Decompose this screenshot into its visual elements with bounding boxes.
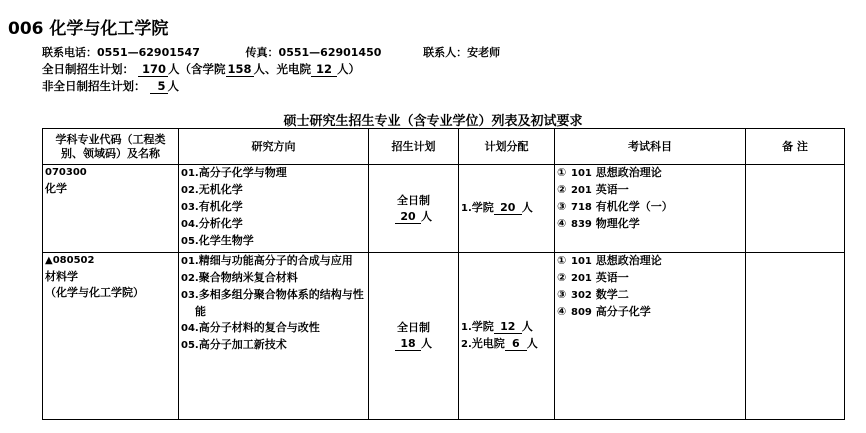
direction-text: 有机化学 xyxy=(198,200,243,213)
plan-count: 20 xyxy=(395,210,421,224)
contact-info xyxy=(42,44,500,60)
direction-num: 01. xyxy=(181,168,199,179)
notes-cell xyxy=(746,165,845,253)
fax-label: 传真： xyxy=(245,46,279,59)
direction-cell xyxy=(179,253,369,420)
subject-mark: ③ xyxy=(557,200,567,213)
table-title: 硕士研究生招生专业（含专业学位）列表及初试要求 xyxy=(283,114,583,129)
major-code: ▲080502 xyxy=(45,255,95,266)
fulltime-plan xyxy=(42,61,360,77)
fulltime-end: 人） xyxy=(337,62,361,76)
subject-code: 302 xyxy=(571,290,592,301)
fulltime-label: 全日制招生计划： xyxy=(42,62,134,76)
subjects-cell xyxy=(555,253,746,420)
header-notes: 备 注 xyxy=(746,129,845,165)
subject-mark: ① xyxy=(557,166,567,179)
major-cell xyxy=(43,253,179,420)
allocation-count: 20 xyxy=(494,201,522,215)
fulltime-opto: 12 xyxy=(311,63,337,77)
direction-num: 01. xyxy=(181,256,199,267)
fulltime-mid: 人（含学院 xyxy=(168,62,226,76)
allocation-name: 学院 xyxy=(471,201,494,214)
direction-text: 分析化学 xyxy=(198,217,243,230)
allocation-num: 1. xyxy=(461,203,472,214)
allocation-name: 学院 xyxy=(471,320,494,333)
direction-text: 化学生物学 xyxy=(198,234,254,247)
subject-code: 201 xyxy=(571,273,592,284)
subject-mark: ③ xyxy=(557,288,567,301)
subject-name: 英语一 xyxy=(595,271,629,284)
phone-number: 0551—62901547 xyxy=(97,46,200,59)
table-header-row xyxy=(43,129,845,165)
header-direction: 研究方向 xyxy=(179,129,369,165)
subject-mark: ④ xyxy=(557,217,567,230)
department-title: 006 化学与化工学院 xyxy=(8,19,169,39)
plan-unit: 人 xyxy=(421,209,432,223)
subjects-cell xyxy=(555,165,746,253)
subject-code: 101 xyxy=(571,168,592,179)
plan-label: 全日制 xyxy=(397,193,430,207)
subject-name: 思想政治理论 xyxy=(595,166,662,179)
direction-num: 04. xyxy=(181,219,199,230)
subject-code: 718 xyxy=(571,202,592,213)
allocation-unit: 人 xyxy=(521,201,533,214)
subject-code: 101 xyxy=(571,256,592,267)
enrollment-table xyxy=(42,128,845,420)
allocation-num: 2. xyxy=(461,339,472,350)
header-subjects: 考试科目 xyxy=(555,129,746,165)
subject-code: 809 xyxy=(571,307,592,318)
plan-unit: 人 xyxy=(421,337,432,350)
allocation-unit: 人 xyxy=(526,337,538,350)
direction-text: 精细与功能高分子的合成与应用 xyxy=(198,254,353,267)
direction-text: 聚合物纳米复合材料 xyxy=(198,271,298,284)
parttime-plan xyxy=(42,78,179,94)
subject-mark: ② xyxy=(557,183,567,196)
direction-text: 高分子材料的复合与改性 xyxy=(198,321,320,334)
parttime-total: 5 xyxy=(150,80,168,94)
fulltime-college: 158 xyxy=(227,62,252,76)
allocation-count: 6 xyxy=(505,337,527,351)
subject-name: 思想政治理论 xyxy=(595,254,662,267)
direction-num: 05. xyxy=(181,340,199,351)
subject-name: 数学二 xyxy=(595,288,629,301)
plan-cell xyxy=(369,253,459,420)
major-name: 材料学 xyxy=(45,270,78,283)
subject-mark: ① xyxy=(557,254,567,267)
plan-cell xyxy=(369,165,459,253)
parttime-label: 非全日制招生计划： xyxy=(42,79,146,93)
allocation-name: 光电院 xyxy=(471,337,505,350)
allocation-count: 12 xyxy=(494,320,522,334)
subject-name: 有机化学（一） xyxy=(595,200,673,213)
header-plan: 招生计划 xyxy=(369,129,459,165)
subject-code: 839 xyxy=(571,219,592,230)
direction-cell xyxy=(179,165,369,253)
direction-num: 05. xyxy=(181,236,199,247)
phone-label: 联系电话： xyxy=(42,46,97,59)
table-row xyxy=(43,165,845,253)
fax-number: 0551—62901450 xyxy=(278,46,382,59)
contact-person: 安老师 xyxy=(467,46,501,59)
direction-text: 多相多组分聚合物体系的结构与性能 xyxy=(195,288,364,318)
subject-name: 物理化学 xyxy=(595,217,640,230)
subject-name: 高分子化学 xyxy=(595,305,651,318)
direction-num: 02. xyxy=(181,273,199,284)
plan-count: 18 xyxy=(395,337,421,351)
header-allocation: 计划分配 xyxy=(459,129,555,165)
direction-num: 03. xyxy=(181,202,199,213)
parttime-end: 人 xyxy=(167,79,180,93)
subject-code: 201 xyxy=(571,185,592,196)
direction-num: 04. xyxy=(181,323,199,334)
direction-num: 02. xyxy=(181,185,199,196)
allocation-num: 1. xyxy=(461,322,472,333)
fulltime-total: 170 xyxy=(138,63,168,77)
direction-num: 03. xyxy=(181,290,199,301)
subject-mark: ④ xyxy=(557,305,567,318)
allocation-cell xyxy=(459,253,555,420)
direction-text: 高分子化学与物理 xyxy=(198,166,287,179)
subject-mark: ② xyxy=(557,271,567,284)
plan-label: 全日制 xyxy=(397,321,430,334)
direction-text: 无机化学 xyxy=(198,183,243,196)
major-subname: （化学与化工学院） xyxy=(45,286,144,299)
direction-text: 高分子加工新技术 xyxy=(198,338,287,351)
contact-label: 联系人： xyxy=(423,46,468,59)
major-code: 070300 xyxy=(45,167,87,178)
table-row xyxy=(43,253,845,420)
subject-name: 英语一 xyxy=(595,183,629,196)
allocation-unit: 人 xyxy=(521,320,533,333)
allocation-cell xyxy=(459,165,555,253)
major-name: 化学 xyxy=(45,182,67,195)
fulltime-mid2: 人、光电院 xyxy=(253,62,312,76)
notes-cell xyxy=(746,253,845,420)
header-code: 学科专业代码（工程类别、领域码）及名称 xyxy=(43,129,179,165)
major-cell xyxy=(43,165,179,253)
